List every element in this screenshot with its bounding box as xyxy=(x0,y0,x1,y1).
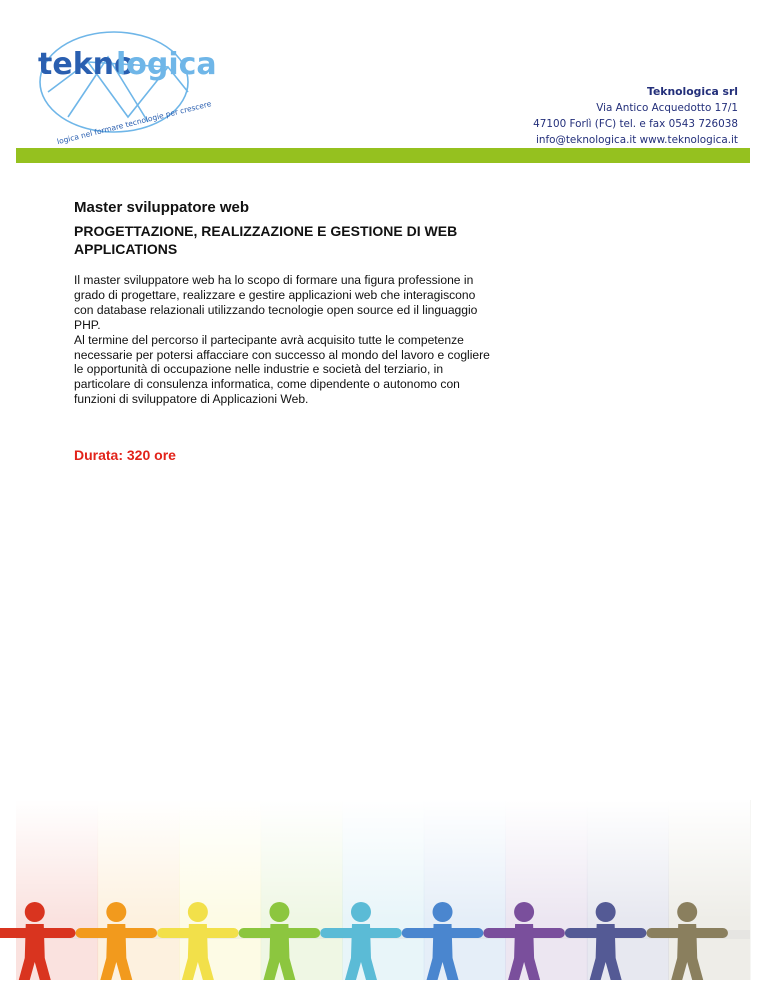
footer-people-illustration xyxy=(16,800,750,980)
person-head xyxy=(25,902,45,922)
company-city-phone: 47100 Forlì (FC) tel. e fax 0543 726038 xyxy=(533,118,738,130)
person-head xyxy=(596,902,616,922)
person-head xyxy=(433,902,453,922)
course-duration: Durata: 320 ore xyxy=(74,447,176,464)
description-paragraph-1: Il master sviluppatore web ha lo scopo di formare una figura professione in grado di progettare, realizzare e gestire applicazioni web che interagiscono con database relazionali utilizzando tecnologie open source ed il linguaggio PHP. xyxy=(74,273,478,332)
header-divider-bar xyxy=(16,148,750,163)
person-head xyxy=(106,902,126,922)
course-title: PROGETTAZIONE, REALIZZAZIONE E GESTIONE DI WEB APPLICATIONS xyxy=(74,223,458,257)
logo-word-light: logica xyxy=(116,47,217,82)
person-head xyxy=(514,902,534,922)
company-info xyxy=(533,84,738,148)
course-description xyxy=(74,273,494,407)
person-head xyxy=(188,902,208,922)
logo-word-dark: tekno xyxy=(38,47,135,82)
course-content xyxy=(74,198,494,463)
master-title: Master sviluppatore web xyxy=(74,199,250,216)
person-head xyxy=(351,902,371,922)
person-head xyxy=(677,902,697,922)
teknologica-logo xyxy=(28,22,217,150)
person-head xyxy=(269,902,289,922)
company-name: Teknologica srl xyxy=(647,85,738,98)
description-paragraph-2: Al termine del percorso il partecipante avrà acquisito tutte le competenze necessarie per potersi affacciare con successo al mondo del lavoro e cogliere le opportunità di occupazione nelle industrie e società del terziario, in particolare di consulenza informatica, come dipendente o autonomo con funzioni di sviluppatore di Applicazioni Web. xyxy=(74,332,490,407)
company-address: Via Antico Acquedotto 17/1 xyxy=(596,102,738,114)
logo-tagline: logica nel formare tecnologie per crescere xyxy=(56,99,213,147)
company-contacts: info@teknologica.it www.teknologica.it xyxy=(535,134,738,146)
